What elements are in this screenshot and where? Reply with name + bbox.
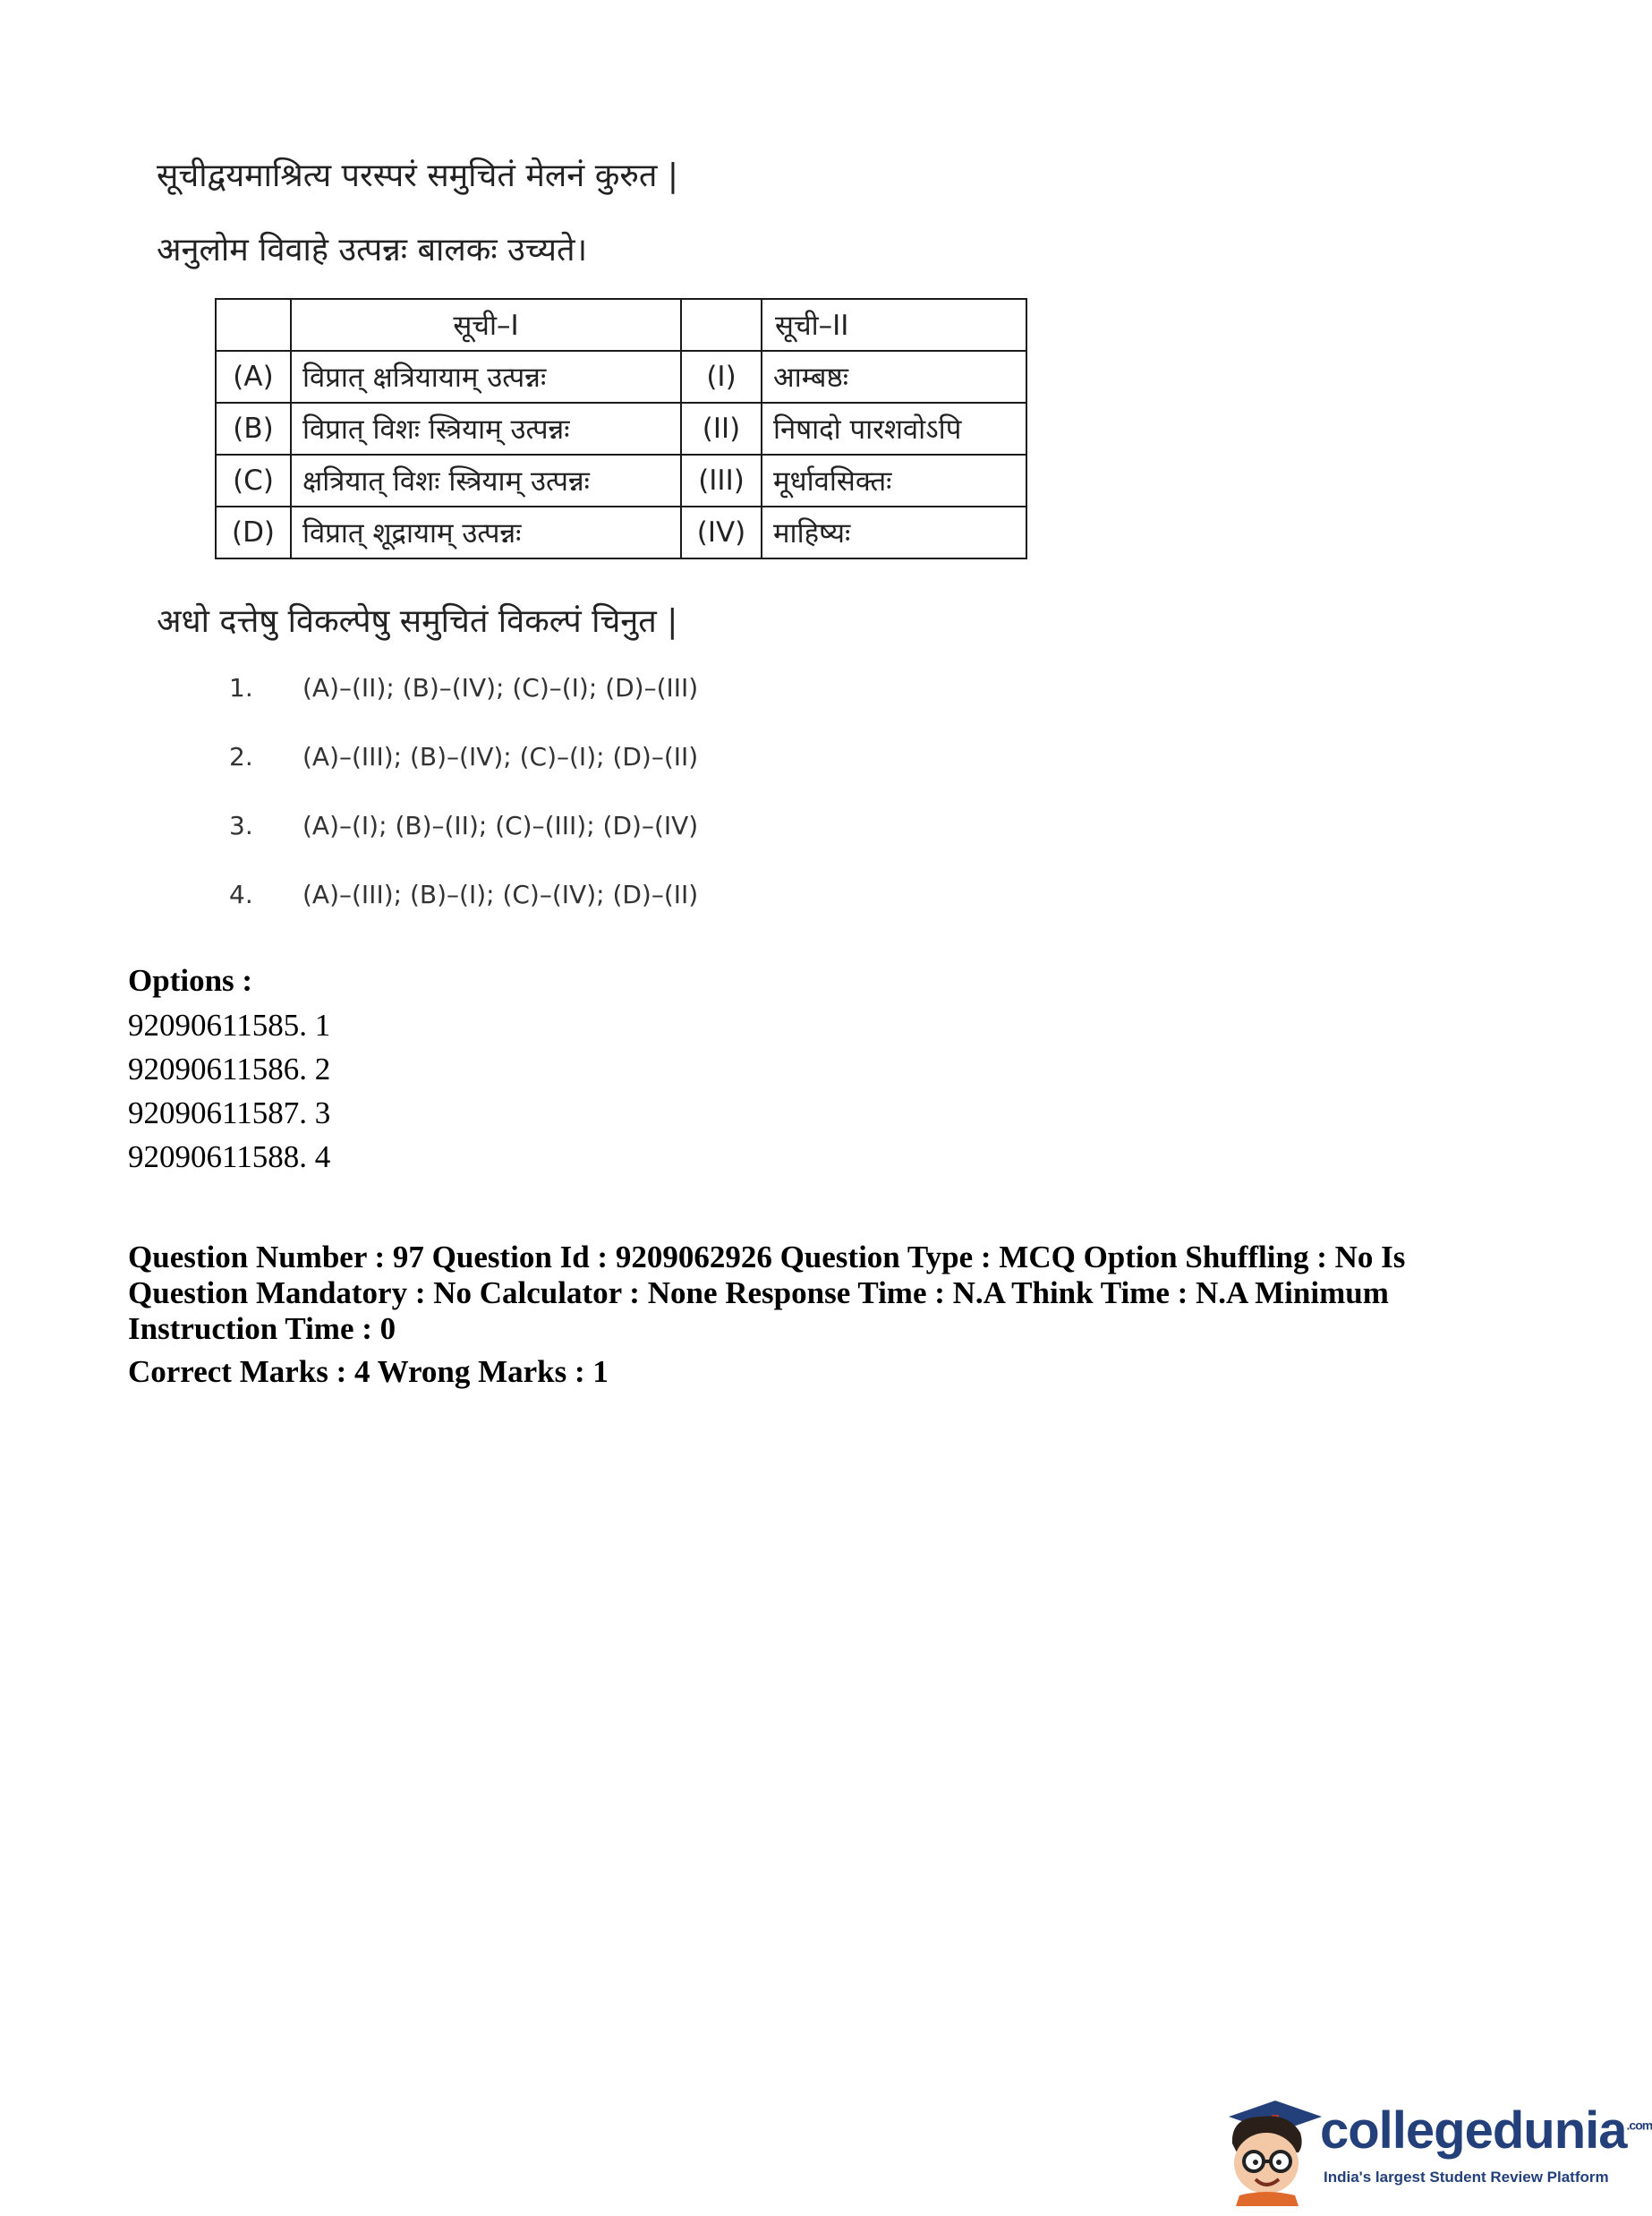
option-item: 92090611588. 4 [128,1139,331,1174]
choice-item [229,880,698,909]
list-2-header: सूची–II [762,299,1026,351]
list-1-item: विप्रात् क्षत्रियायाम् उत्पन्नः [291,351,681,403]
table-row [216,455,1026,507]
table-row [216,351,1026,403]
row-number: (III) [681,455,762,507]
list-2-item: निषादो पारशवोऽपि [762,403,1026,455]
option-item: 92090611587. 3 [128,1095,331,1130]
choice-number: 3. [229,811,253,840]
table-header-row [216,299,1026,351]
options-label: Options : [128,963,253,998]
choice-number: 2. [229,742,253,771]
choice-number: 4. [229,880,253,909]
question-instruction: सूचीद्वयमाश्रित्य परस्परं समुचितं मेलनं कुरुत | [157,158,678,194]
collegedunia-logo [1213,2090,1652,2206]
list-1-item: क्षत्रियात् विशः स्त्रियाम् उत्पन्नः [291,455,681,507]
logo-brand-name: collegedunia$^{.com}$ [1320,2101,1652,2160]
choice-text: (A)–(I); (B)–(II); (C)–(III); (D)–(IV) [302,811,699,840]
table-row [216,403,1026,455]
mascot-icon [1213,2090,1329,2206]
question-context: अनुलोम विवाहे उत्पन्नः बालकः उच्यते। [157,232,588,268]
list-1-item: विप्रात् शूद्रायाम् उत्पन्नः [291,507,681,558]
choice-text: (A)–(III); (B)–(IV); (C)–(I); (D)–(II) [302,742,699,771]
choice-item [229,673,698,703]
choice-text: (A)–(III); (B)–(I); (C)–(IV); (D)–(II) [302,880,699,909]
row-label: (D) [216,507,291,558]
list-2-item: आम्बष्ठः [762,351,1026,403]
question-prompt: अधो दत्तेषु विकल्पेषु समुचितं विकल्पं चिनुत | [157,603,678,640]
match-table [215,298,1027,559]
list-1-item: विप्रात् विशः स्त्रियाम् उत्पन्नः [291,403,681,455]
row-number: (I) [681,351,762,403]
list-2-item: माहिष्यः [762,507,1026,558]
choice-number: 1. [229,673,253,703]
list-1-header: सूची–I [291,299,681,351]
row-label: (A) [216,351,291,403]
choice-item [229,742,698,771]
row-label: (C) [216,455,291,507]
table-row [216,507,1026,558]
choice-text: (A)–(II); (B)–(IV); (C)–(I); (D)–(III) [302,673,699,703]
choice-item [229,811,698,840]
row-number: (II) [681,403,762,455]
row-label: (B) [216,403,291,455]
logo-tagline: India's largest Student Review Platform [1324,2169,1609,2186]
list-2-item: मूर्धावसिक्तः [762,455,1026,507]
option-item: 92090611585. 1 [128,1008,331,1043]
row-number: (IV) [681,507,762,558]
question-metadata: Question Number : 97 Question Id : 9209062926 Question Type : MCQ Option Shuffling : No Is Question Mandatory : No Calculator : None Response Time : N.A Think Time : N.A Minimum Instruction Time : 0 [128,1240,1406,1346]
option-item: 92090611586. 2 [128,1052,331,1087]
marks-info: Correct Marks : 4 Wrong Marks : 1 [128,1354,609,1389]
